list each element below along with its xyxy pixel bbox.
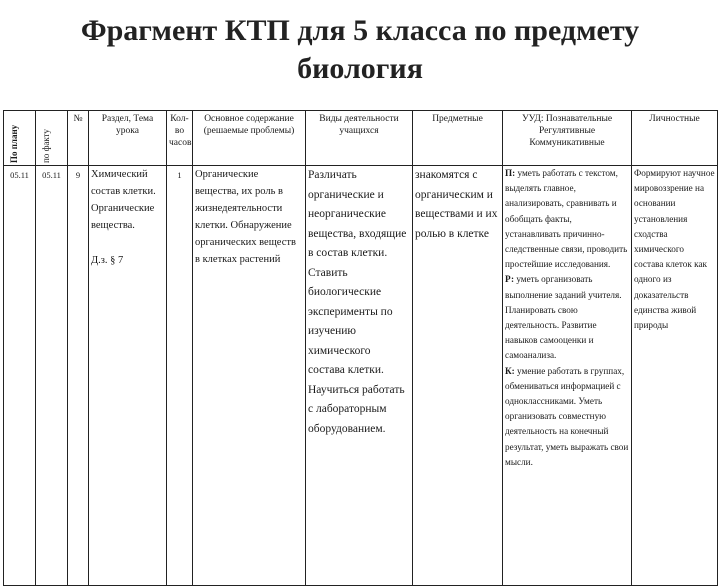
title-line-1: Фрагмент КТП для 5 класса по предмету (80, 14, 640, 47)
cell-uud (503, 166, 632, 586)
uud-p-label: П: (505, 168, 516, 178)
cell-plan-date: 05.11 (4, 166, 36, 586)
header-fact: по факту (36, 111, 68, 166)
cell-content: Органические вещества, их роль в жизнедеятельности клетки. Обнаружение органических веществ в клетках растений (193, 166, 306, 586)
uud-p-text: уметь работать с текстом, выделять главное, анализировать, сравнивать и обобщать факты, устанавливать причинно-следственные связи, проводить простейшие исследования. (505, 168, 628, 270)
cell-section (89, 166, 167, 586)
header-num: № (68, 111, 89, 166)
cell-activities: Различать органические и неорганические вещества, входящие в состав клетки. Ставить биологические эксперименты по изучению химического состава клетки. Научиться работать с лабораторным оборудованием. (306, 166, 413, 586)
section-homework: Д.з. § 7 (91, 255, 124, 266)
header-content: Основное содержание (решаемые проблемы) (193, 111, 306, 166)
page-title (0, 12, 720, 88)
header-subject: Предметные (413, 111, 503, 166)
cell-personal: Формируют научное мировоззрение на основании установления сходства химического состава клеток как одного из доказательств единства живой природы (632, 166, 718, 586)
table-row (4, 166, 718, 586)
ktp-table (3, 110, 718, 586)
header-section: Раздел, Тема урока (89, 111, 167, 166)
table-header-row (4, 111, 718, 166)
title-line-2: биология (297, 52, 423, 85)
cell-hours: 1 (167, 166, 193, 586)
uud-r-text: уметь организовать выполнение заданий учителя. Планировать свою деятельность. Развитие навыков самооценки и самоанализа. (505, 274, 622, 361)
uud-r-label: Р: (505, 274, 515, 285)
header-plan: По плану (4, 111, 36, 166)
cell-subject: знакомятся с органическим и веществами и их ролью в клетке (413, 166, 503, 586)
header-activities: Виды деятельности учащихся (306, 111, 413, 166)
cell-fact-date: 05.11 (36, 166, 68, 586)
uud-k-text: умение работать в группах, обмениваться информацией с одноклассниками. Уметь организовать совместную деятельность на конечный результат, уметь выражать свои мысли. (505, 365, 629, 467)
header-personal: Личностные (632, 111, 718, 166)
section-topic: Химический состав клетки. Органические вещества. (91, 169, 156, 231)
header-uud: УУД: Познавательные Регулятивные Коммуникативные (503, 111, 632, 166)
cell-num: 9 (68, 166, 89, 586)
header-hours: Кол-во часов (167, 111, 193, 166)
uud-k-label: К: (505, 365, 515, 376)
